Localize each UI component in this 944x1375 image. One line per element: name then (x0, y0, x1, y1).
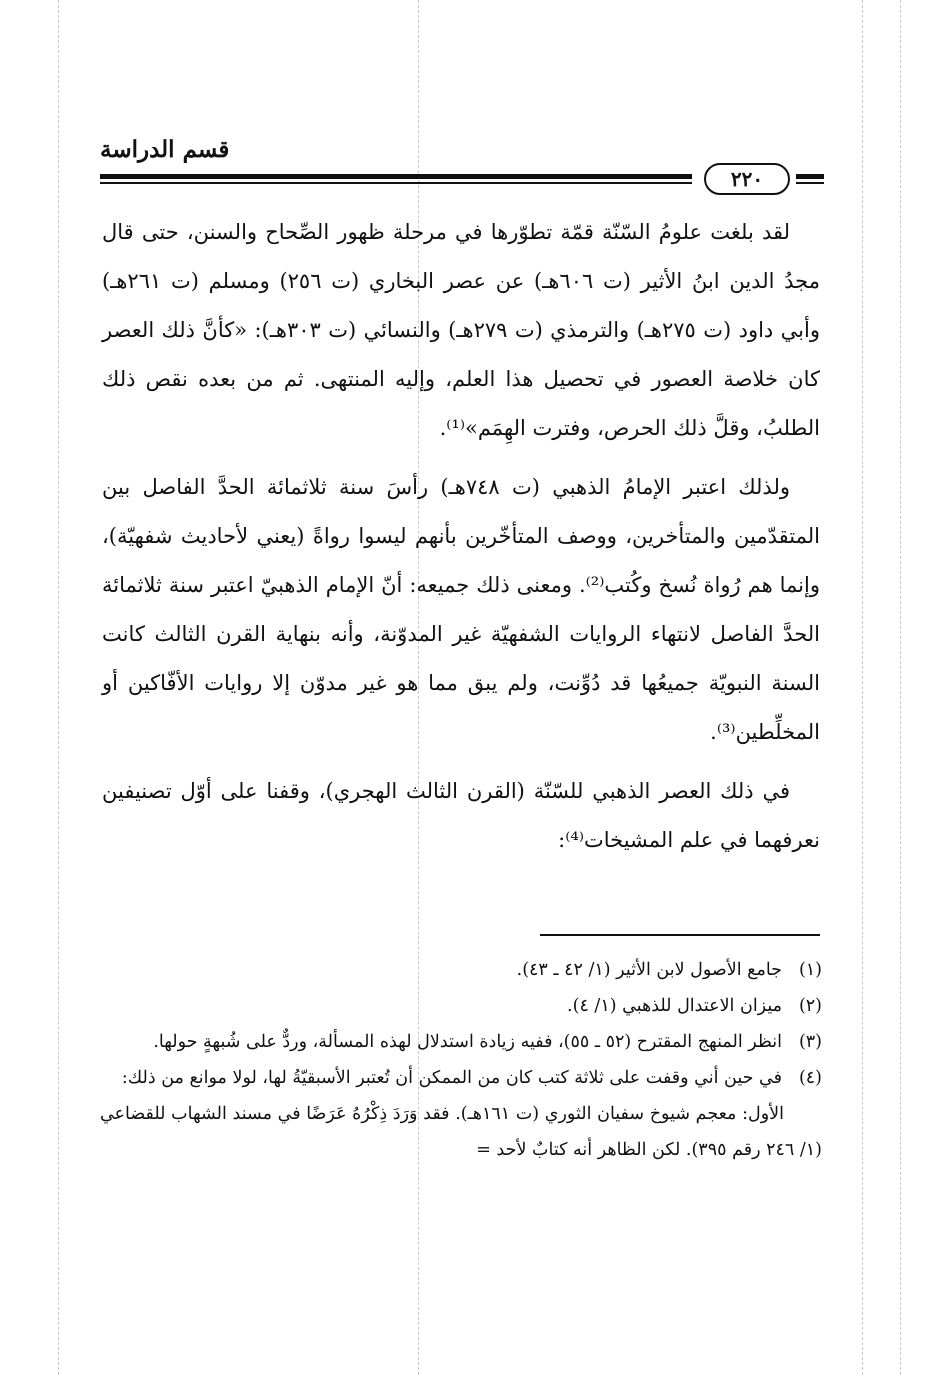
paragraph: لقد بلغت علومُ السّنّة قمّة تطوّرها في مرحلة ظهور الصِّحاح والسنن، حتى قال مجدُ الدين ابنُ الأثير (ت ٦٠٦هـ) عن عصر البخاري (ت ٢٥٦) ومسلم (ت ٢٦١هـ) وأبي داود (ت ٢٧٥هـ) والترمذي (ت ٢٧٩هـ) والنسائي (ت ٣٠٣هـ): «كأنَّ ذلك العصر كان خلاصة العصور في تحصيل هذا العلم، وإليه المنتهى. ثم من بعده نقص ذلك الطلبُ، وقلَّ ذلك الحرص، وفترت الهِمَم»⁽¹⁾. (102, 220, 820, 440)
main-text (102, 208, 820, 865)
footnote-text: جامع الأصول لابن الأثير (١/ ٤٢ ـ ٤٣). (516, 960, 782, 980)
header-rule (100, 182, 692, 184)
footnote (100, 988, 822, 1024)
footnote-continuation: الأول: معجم شيوخ سفيان الثوري (ت ١٦١هـ). فقد وَرَدَ ذِكْرُهُ عَرَضًا في مسند الشهاب للقضاعي (١/ ٢٤٦ رقم ٣٩٥). لكن الظاهر أنه كتابٌ لأحد = (100, 1104, 822, 1160)
paragraph: في ذلك العصر الذهبي للسّنّة (القرن الثالث الهجري)، وقفنا على أوّل تصنيفين نعرفهما في علم المشيخات⁽⁴⁾: (102, 779, 820, 852)
footnote-text: انظر المنهج المقترح (٥٢ ـ ٥٥)، ففيه زيادة استدلال لهذه المسألة، وردٌّ على شُبهةٍ حولها. (153, 1032, 782, 1052)
footnotes (100, 952, 822, 1168)
paragraph: ولذلك اعتبر الإمامُ الذهبي (ت ٧٤٨هـ) رأسَ سنة ثلاثمائة الحدَّ الفاصل بين المتقدّمين والمتأخرين، ووصف المتأخّرين بأنهم ليسوا رواةً (يعني لأحاديث شفهيّة)، وإنما هم رُواة نُسخ وكُتب⁽²⁾. ومعنى ذلك جميعه: أنّ الإمام الذهبيّ اعتبر سنة ثلاثمائة الحدَّ الفاصل لانتهاء الروايات الشفهيّة غير المدوّنة، وأنه بنهاية القرن الثالث كانت السنة النبويّة جميعُها قد دُوِّنت، ولم يبق مما هو غير مدوّن إلا روايات الأفّاكين أو المخلِّطين⁽³⁾. (102, 475, 820, 744)
header-rule (796, 174, 824, 179)
scan-artifact-line (58, 0, 59, 1375)
scan-artifact-line (862, 0, 863, 1375)
footnote-number: (٣) (798, 1032, 822, 1052)
footnote-number: (١) (798, 960, 822, 980)
footnote-separator (540, 934, 820, 936)
footnote-number: (٤) (798, 1068, 822, 1088)
header-rule (796, 182, 824, 184)
scan-artifact-line (900, 0, 901, 1375)
footnote (100, 952, 822, 988)
footnote-text: في حين أني وقفت على ثلاثة كتب كان من الممكن أن تُعتبر الأسبقيّةُ لها، لولا موانع من ذلك: (121, 1068, 782, 1088)
footnote (100, 1060, 822, 1096)
header-rule (100, 174, 692, 179)
footnote-text: ميزان الاعتدال للذهبي (١/ ٤). (567, 996, 782, 1016)
footnote (100, 1024, 822, 1060)
footnote-number: (٢) (798, 996, 822, 1016)
running-title: قسم الدراسة (100, 136, 230, 163)
page-number: ٢٢٠ (704, 163, 790, 195)
